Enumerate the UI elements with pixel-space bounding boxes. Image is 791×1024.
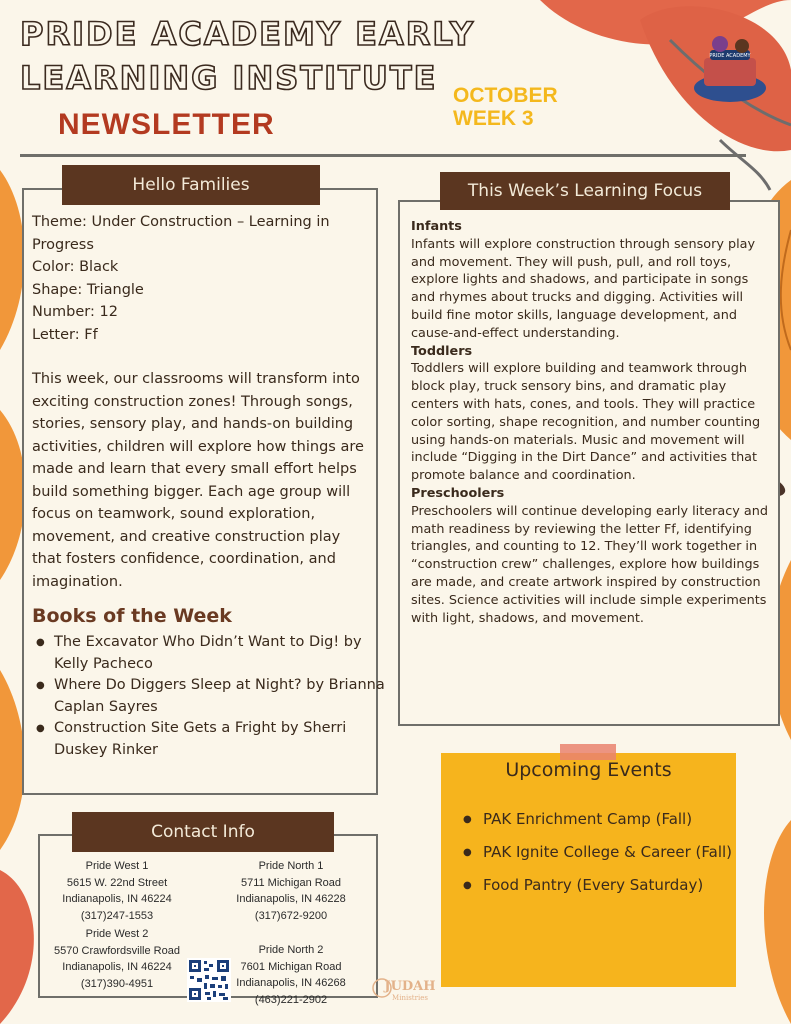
judah-ministries-logo xyxy=(372,968,436,1008)
qr-code-icon[interactable] xyxy=(187,958,231,1002)
title-line-2: LEARNING INSTITUTE xyxy=(20,59,438,97)
location-pride-north-1 xyxy=(206,858,376,924)
tape-decoration xyxy=(560,744,616,760)
title-line-1: PRIDE ACADEMY EARLY xyxy=(20,15,475,53)
learning-focus-content xyxy=(411,218,771,627)
location-pride-west-2 xyxy=(32,926,202,992)
book-item: ● Construction Site Gets a Fright by Sherri Duskey Rinker xyxy=(54,718,400,761)
contact-info-tab: Contact Info xyxy=(72,812,334,852)
books-list xyxy=(32,632,400,761)
header-divider xyxy=(20,154,746,157)
location-city: Indianapolis, IN 46224 xyxy=(62,893,172,905)
event-item: ● PAK Ignite College & Career (Fall) xyxy=(483,836,753,869)
events-list xyxy=(461,803,753,902)
intro-paragraph: This week, our classrooms will transform into exciting construction zones! Through songs, stories, sensory play, and hands-on building activities, children will explore how things are made and learn that every small effort helps build something bigger. Each age group will focus on teamwork, sound exploration, movement, and creative construction play that fosters confidence, coordination, and imagination. xyxy=(32,371,364,590)
location-name: Pride West 1 xyxy=(85,860,149,872)
issue-month: OCTOBER xyxy=(453,84,558,107)
location-street: 5711 Michigan Road xyxy=(240,876,342,889)
letter-line: Letter: Ff xyxy=(32,326,98,343)
location-name: Pride North 2 xyxy=(258,944,324,956)
issue-date xyxy=(453,84,558,130)
location-city: Indianapolis, IN 46268 xyxy=(236,977,346,989)
logo-text: PRIDE ACADEMY xyxy=(709,53,751,59)
color-line: Color: Black xyxy=(32,259,119,275)
location-street: 7601 Michigan Road xyxy=(240,960,342,973)
location-phone[interactable]: (317)247-1553 xyxy=(80,909,154,922)
location-city: Indianapolis, IN 46228 xyxy=(236,893,346,905)
location-phone[interactable]: (317)672-9200 xyxy=(254,909,328,922)
preschoolers-text: Preschoolers will continue developing early literacy and math readiness by reviewing the letter Ff, identifying triangles, and counting to 12. They’ll work together in “construction crew” challenges, explore how buildings are made, and create artwork inspired by construction sites. Science activities will include simple experiments with light, shadows, and movement. xyxy=(411,503,768,626)
school-title xyxy=(20,12,475,100)
shape-line: Shape: Triangle xyxy=(32,281,144,298)
book-item: ● The Excavator Who Didn’t Want to Dig! by Kelly Pacheco xyxy=(54,632,400,675)
books-heading: Books of the Week xyxy=(32,605,232,627)
toddlers-text: Toddlers will explore building and teamwork through block play, truck sensory bins, and dramatic play centers with hats, cones, and tools. They will practice color sorting, shape recognition, and number counting using hands-on materials. Music and movement will include “Digging in the Dirt Dance” and activities that promote balance and coordination. xyxy=(411,361,761,484)
location-name: Pride North 1 xyxy=(258,860,324,872)
sponsor-name: JUDAH xyxy=(384,979,436,994)
hello-families-content xyxy=(32,211,368,593)
location-city: Indianapolis, IN 46224 xyxy=(62,961,172,973)
hello-families-tab: Hello Families xyxy=(62,165,320,205)
sponsor-sub: Ministries xyxy=(392,994,428,1002)
location-pride-west-1 xyxy=(32,858,202,924)
toddlers-heading: Toddlers xyxy=(411,343,473,359)
event-item: ● PAK Enrichment Camp (Fall) xyxy=(483,803,753,836)
issue-week: WEEK 3 xyxy=(453,107,534,130)
infants-heading: Infants xyxy=(411,219,462,234)
learning-focus-tab: This Week’s Learning Focus xyxy=(440,172,730,210)
pride-academy-logo xyxy=(690,30,770,105)
book-item: ● Where Do Diggers Sleep at Night? by Brianna Caplan Sayres xyxy=(54,675,400,718)
preschoolers-heading: Preschoolers xyxy=(411,485,505,501)
location-street: 5615 W. 22nd Street xyxy=(66,876,168,889)
infants-text: Infants will explore construction through sensory play and movement. They will push, pull, and roll toys, explore lights and shadows, and participate in songs and rhymes about trucks and digging. Activities will build fine motor skills, language development, and cause-and-effect understanding. xyxy=(411,236,756,341)
location-name: Pride West 2 xyxy=(85,928,149,940)
location-phone[interactable]: (463)221-2902 xyxy=(254,993,328,1006)
event-item: ● Food Pantry (Every Saturday) xyxy=(483,869,753,902)
location-pride-north-2 xyxy=(206,942,376,1008)
location-phone[interactable]: (317)390-4951 xyxy=(80,977,154,990)
theme-line: Theme: Under Construction – Learning in Progress xyxy=(32,214,330,253)
number-line: Number: 12 xyxy=(32,304,118,320)
location-street: 5570 Crawfordsville Road xyxy=(54,944,180,957)
newsletter-heading: NEWSLETTER xyxy=(58,108,275,141)
upcoming-events-title: Upcoming Events xyxy=(505,759,672,781)
